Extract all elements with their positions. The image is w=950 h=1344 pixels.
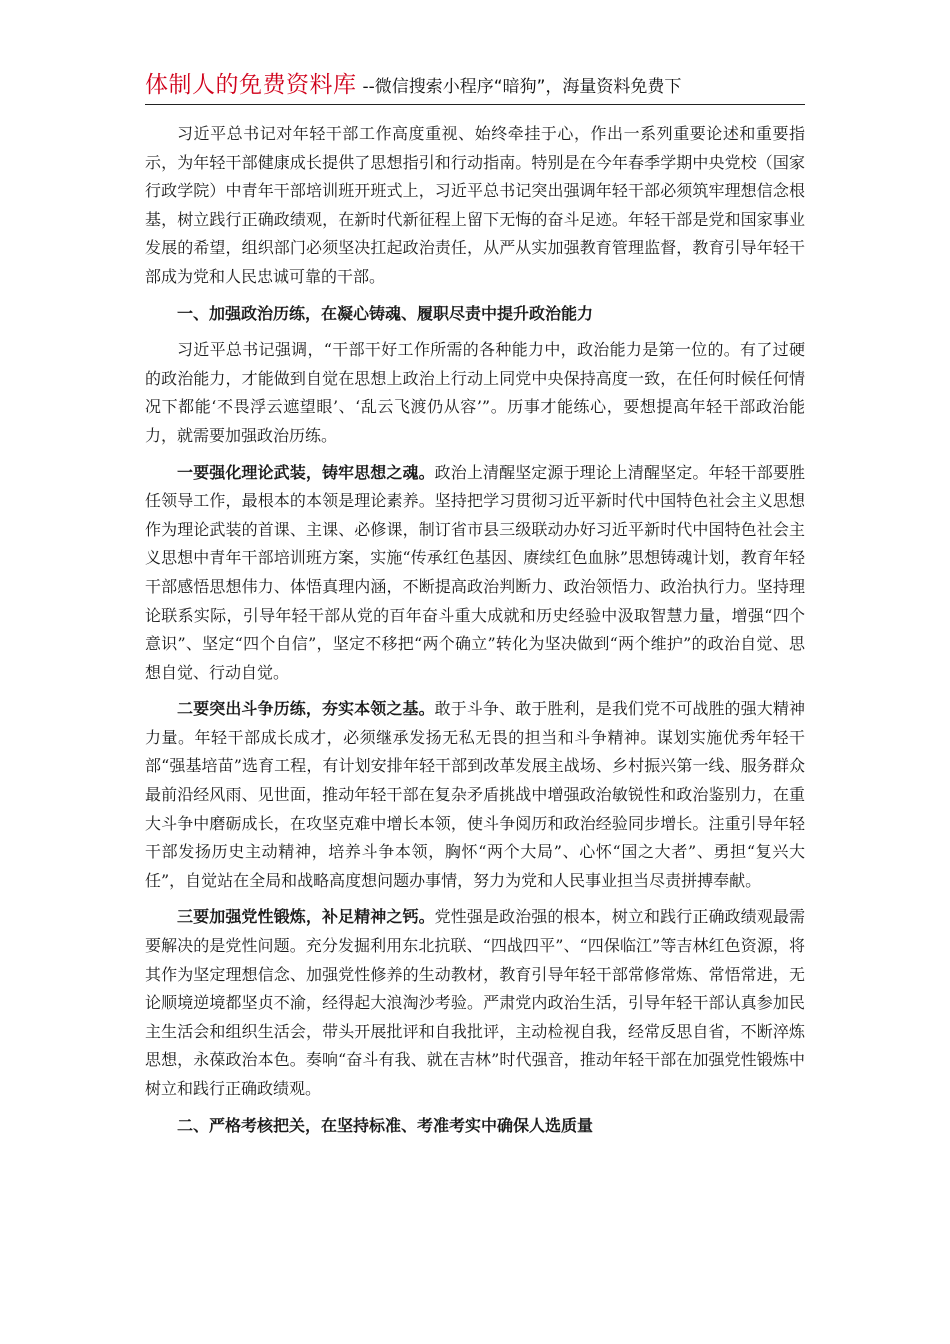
header-brand: 体制人的免费资料库 xyxy=(145,72,357,98)
intro-paragraph: 习近平总书记对年轻干部工作高度重视、始终牵挂于心，作出一系列重要论述和重要指示，为年轻干部健康成长提供了思想指引和行动指南。特别是在今年春季学期中央党校（国家行政学院）中青年干部培训班开班式上，习近平总书记突出强调年轻干部必须筑牢理想信念根基，树立践行正确政绩观，在新时代新征程上留下无悔的奋斗足迹。年轻干部是党和国家事业发展的希望，组织部门必须坚决扛起政治责任，从严从实加强教育管理监督，教育引导年轻干部成为党和人民忠诚可靠的干部。 xyxy=(145,124,805,286)
point-1-lead: 一要强化理论武装，铸牢思想之魂。 xyxy=(177,462,435,482)
point-3-body: 党性强是政治强的根本，树立和践行正确政绩观最需要解决的是党性问题。充分发掘利用东北抗联、“四战四平”、“四保临江”等吉林红色资源，将其作为坚定理想信念、加强党性修养的生动教材，教育引导年轻干部常修常炼、常悟常进，无论顺境逆境都坚贞不渝，经得起大浪淘沙考验。严肃党内政治生活，引导年轻干部认真参加民主生活会和组织生活会，带头开展批评和自我批评，主动检视自我，经常反思自省，不断淬炼思想，永葆政治本色。奏响“奋斗有我、就在吉林”时代强音，推动年轻干部在加强党性锻炼中树立和践行正确政绩观。 xyxy=(145,907,805,1098)
page-header xyxy=(145,66,805,105)
point-3-lead: 三要加强党性锻炼，补足精神之钙。 xyxy=(177,907,435,927)
section-2-heading: 二、严格考核把关，在坚持标准、考准考实中确保人选质量 xyxy=(177,1115,594,1135)
point-2-lead: 二要突出斗争历练，夯实本领之基。 xyxy=(177,699,435,719)
header-slogan: --微信搜索小程序“暗狗”，海量资料免费下 xyxy=(362,77,682,97)
point-3-paragraph xyxy=(145,903,805,1103)
point-1-paragraph xyxy=(145,459,805,688)
point-2-body: 敢于斗争、敢于胜利，是我们党不可战胜的强大精神力量。年轻干部成长成才，必须继承发扬无私无畏的担当和斗争精神。谋划实施优秀年轻干部“强基培苗”选育工程，有计划安排年轻干部到改革发展主战场、乡村振兴第一线、服务群众最前沿经风雨、见世面，推动年轻干部在复杂矛盾挑战中增强政治敏锐性和政治鉴别力，在重大斗争中磨砺成长，在攻坚克难中增长本领，使斗争阅历和政治经验同步增长。注重引导年轻干部发扬历史主动精神，培养斗争本领，胸怀“两个大局”、心怀“国之大者”、勇担“复兴大任”，自觉站在全局和战略高度想问题办事情，努力为党和人民事业担当尽责拼搏奉献。 xyxy=(145,699,805,890)
section-1-heading: 一、加强政治历练，在凝心铸魂、履职尽责中提升政治能力 xyxy=(177,303,594,323)
point-1-body: 政治上清醒坚定源于理论上清醒坚定。年轻干部要胜任领导工作，最根本的本领是理论素养。坚持把学习贯彻习近平新时代中国特色社会主义思想作为理论武装的首课、主课、必修课，制订省市县三级联动办好习近平新时代中国特色社会主义思想中青年干部培训班方案，实施“传承红色基因、赓续红色血脉”思想铸魂计划，教育年轻干部感悟思想伟力、体悟真理内涵，不断提高政治判断力、政治领悟力、政治执行力。坚持理论联系实际，引导年轻干部从党的百年奋斗重大成就和历史经验中汲取智慧力量，增强“四个意识”、坚定“四个自信”，坚定不移把“两个确立”转化为坚决做到“两个维护”的政治自觉、思想自觉、行动自觉。 xyxy=(145,462,805,682)
section-1-intro-paragraph: 习近平总书记强调，“干部干好工作所需的各种能力中，政治能力是第一位的。有了过硬的政治能力，才能做到自觉在思想上政治上行动上同党中央保持高度一致，在任何时候任何情况下都能‘不畏浮云遮望眼’、‘乱云飞渡仍从容’”。历事才能练心，要想提高年轻干部政治能力，就需要加强政治历练。 xyxy=(145,340,805,445)
point-2-paragraph xyxy=(145,695,805,895)
document-body xyxy=(145,120,805,1148)
